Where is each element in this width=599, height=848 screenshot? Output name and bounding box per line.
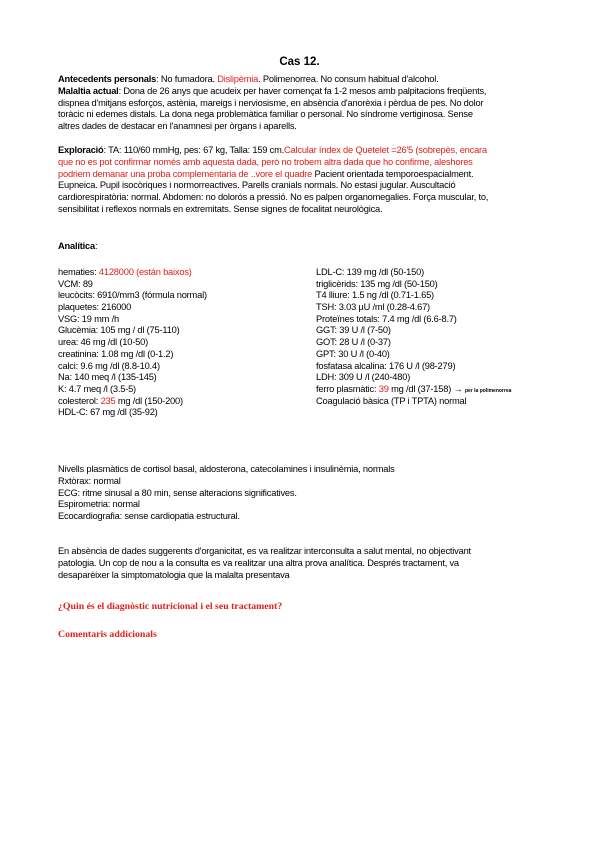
lab-row: TSH: 3.03 µU /ml (0.28-4.67) xyxy=(316,302,430,313)
lab-note: per la polimenorrea xyxy=(464,387,512,394)
abnormal-value: 235 xyxy=(100,395,116,406)
closing-line-1: En absència de dades suggerents d'organicitat, es va realitzar interconsulta a salut mental, no objectivant xyxy=(58,546,471,556)
malaltia-line-2: dispnea d'mitjans esforços, astènia, mareigs i nerviosisme, en absència d'anorèxia i pèrdua de pes. No dolor xyxy=(58,97,484,108)
lab-row: Glucèmia: 105 mg / dl (75-110) xyxy=(58,325,180,336)
closing-line-2: patologia. Un cop de nou a la consulta es va realitzar una altra prova analítica. Després tractament, va xyxy=(58,557,459,568)
exploracio-line-6: sensibilitat i reflexos normals en extremitats. Sense signes de focalitat neurològica. xyxy=(58,203,383,214)
lab-row: K: 4.7 meq /l (3.5-5) xyxy=(58,383,136,394)
lab-row: GPT: 30 U /l (0-40) xyxy=(316,348,390,359)
lab-row xyxy=(316,407,511,419)
exploracio-line-1: Exploració: TA: 110/60 mmHg, pes: 67 kg, Talla: 159 cm.Calcular índex de Quetelet =26'5 (sobrepès, encara xyxy=(58,145,487,155)
other-test-line: Espirometria: normal xyxy=(58,499,140,510)
question-heading: ¿Quin és el diagnòstic nutricional i el seu tractament? xyxy=(58,601,283,612)
lab-results-left xyxy=(58,267,207,419)
malaltia-label: Malaltia actual xyxy=(58,85,119,96)
antecedents-line: Antecedents personals: No fumadora. Dislipèmia. Polimenorrea. No consum habitual d'alcohol. xyxy=(58,74,439,84)
lab-row: LDH: 309 U /l (240-480) xyxy=(316,372,411,383)
lab-row: creatinina: 1.08 mg /dl (0-1.2) xyxy=(58,348,174,359)
antecedents-label: Antecedents personals xyxy=(58,74,157,84)
quetelet-note: Calcular índex de Quetelet =26'5 (sobrepès, encara xyxy=(284,145,487,155)
exploracio-line-4: Eupneica. Pupil isocòriques i normorreactives. Parells cranials normals. No estasi jugular. Auscultació xyxy=(58,180,456,191)
lab-row: colesterol: 235 mg /dl (150-200) xyxy=(58,395,183,406)
exploracio-line-3: podriem demanar una proba complementaria de ..vore el quadre Pacient orientada temporoespacialment. xyxy=(58,168,474,179)
lab-row: Coagulació bàsica (TP i TPTA) normal xyxy=(316,395,467,406)
lab-row: calci: 9.6 mg /dl (8.8-10.4) xyxy=(58,360,160,371)
analitica-heading: Analítica: xyxy=(58,241,98,251)
malaltia-line-3: toràcic ni edemes distals. La dona nega problemàtica familiar o personal. No síndrome vertiginosa. Sense xyxy=(58,109,473,120)
other-test-line: Ecocardiografia: sense cardiopatia estructural. xyxy=(58,511,240,522)
lab-row: fosfatasa alcalina: 176 U /l (98-279) xyxy=(316,360,456,371)
closing-paragraph xyxy=(58,546,542,581)
other-test-line: Nivells plasmàtics de cortisol basal, aldosterona, catecolamines i insulinèmia, normals xyxy=(58,464,395,474)
comments-heading: Comentaris addicionals xyxy=(58,629,157,640)
lab-row: leucòcits: 6910/mm3 (fórmula normal) xyxy=(58,290,207,301)
lab-row: Proteïnes totals: 7.4 mg /dl (6.6-8.7) xyxy=(316,313,457,324)
lab-row: urea: 46 mg /dl (10-50) xyxy=(58,337,148,348)
lab-row: ferro plasmàtic: 39 mg /dl (37-158) → per la polimenorrea xyxy=(316,383,512,394)
lab-row: hematies: 4128000 (están baixos) xyxy=(58,267,192,277)
abnormal-value: 39 xyxy=(378,383,389,394)
other-test-line: ECG: ritme sinusal a 80 min, sense alteracions significatives. xyxy=(58,487,297,498)
case-title: Cas 12. xyxy=(279,56,320,68)
malaltia-line-4: altres dades de destacar en l'anamnesi per òrgans i aparells. xyxy=(58,121,297,132)
abnormal-value: 4128000 (están baixos) xyxy=(98,267,192,277)
lab-row: LDL-C: 139 mg /dl (50-150) xyxy=(316,267,424,277)
malaltia-line-1: Malaltia actual: Dona de 26 anys que acudeix per haver començat fa 1-2 mesos amb palpitacions freqüents, xyxy=(58,85,487,96)
lab-row: VSG: 19 mm /h xyxy=(58,313,119,324)
lab-row: VCM: 89 xyxy=(58,278,93,289)
lab-row: T4 lliure: 1.5 ng /dl (0.71-1.65) xyxy=(316,290,434,301)
lab-row: GOT: 28 U /l (0-37) xyxy=(316,337,391,348)
closing-line-3: desaparèixer la simptomatologia que la malalta presentava xyxy=(58,569,290,580)
lab-row: HDL-C: 67 mg /dl (35-92) xyxy=(58,407,158,418)
history-section xyxy=(58,74,542,133)
lab-row: triglicèrids: 135 mg /dl (50-150) xyxy=(316,278,438,289)
exploration-section xyxy=(58,145,542,216)
exploracio-line-5: cardiorespiratòria: normal. Abdomen: no dolorós a pressió. No es palpen organomegalies. Força muscular, to, xyxy=(58,192,489,203)
exploracio-label: Exploració xyxy=(58,145,104,155)
lab-row: Na: 140 meq /l (135-145) xyxy=(58,372,157,383)
lab-results-right xyxy=(316,267,511,419)
exploracio-line-2: que no es pot confirmar només amb aquesta dada, però no trobem altra dada que ho confirme, aleshores xyxy=(58,156,473,167)
dyslipidemia-highlight: Dislipèmia xyxy=(217,74,259,84)
other-test-line: Rxtòrax: normal xyxy=(58,475,121,486)
lab-row: plaquetes: 216000 xyxy=(58,302,132,313)
other-tests xyxy=(58,464,542,523)
lab-row: GGT: 39 U /l (7-50) xyxy=(316,325,391,336)
